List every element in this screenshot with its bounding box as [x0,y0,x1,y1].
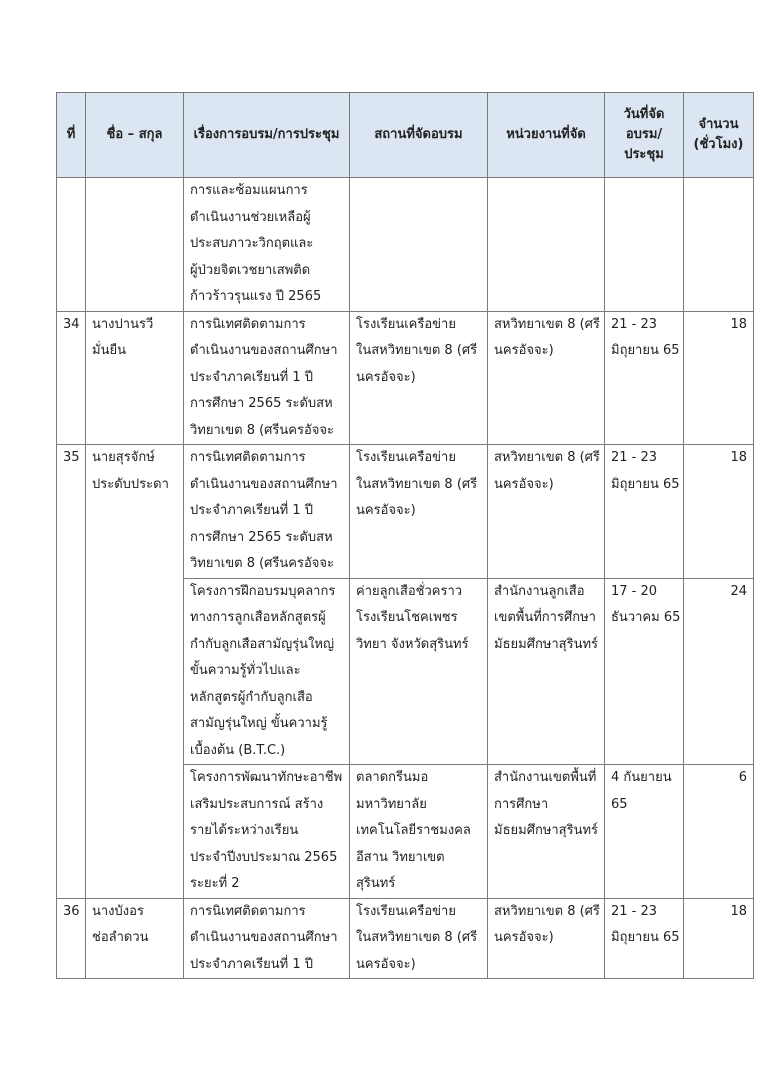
cell-date-line: ธันวาคม 65 [611,610,681,625]
cell-no [57,178,86,312]
header-no: ที่ [57,93,86,178]
cell-venue [350,578,488,765]
cell-venue-line: โรงเรียนเครือข่าย [356,903,456,919]
cell-organizer-line: นครอัจจะ) [494,476,554,492]
cell-venue-line: โรงเรียนโชคเพชร [356,610,458,625]
cell-date [605,765,684,899]
cell-organizer [488,445,605,579]
cell-topic-line: ทางการลูกเสือหลักสูตรผู้ [190,610,326,625]
cell-venue-line: ในสหวิทยาเขต 8 (ศรี [356,343,478,358]
cell-venue-line: เทคโนโลยีราชมงคล [356,823,471,838]
cell-date-line: มิถุยายน 65 [611,930,680,945]
cell-topic-line: การนิเทศติดตามการ [190,450,306,465]
header-date-line: อบรม/ [625,127,663,142]
cell-topic-line: การศึกษา 2565 ระดับสห [190,396,333,411]
cell-hours: 18 [684,898,754,979]
cell-name-line: นางปานรวี [92,316,154,332]
cell-date [605,578,684,765]
cell-organizer-line: นครอัจจะ) [494,930,554,945]
cell-name-line: ช่อลำดวน [92,930,149,945]
cell-name [86,445,184,899]
cell-venue-line: อีสาน วิทยาเขต [356,849,445,865]
table-row-continuation [57,178,754,312]
cell-organizer-line: การศึกษา [494,796,549,812]
cell-topic-line: รายได้ระหว่างเรียน [190,823,299,838]
cell-topic-line: ก้าวร้าวรุนแรง ปี 2565 [190,289,322,304]
cell-date [605,311,684,445]
cell-venue [350,765,488,899]
cell-venue-line: โรงเรียนเครือข่าย [356,450,456,465]
cell-date-line: มิถุยายน 65 [611,476,680,492]
cell-date-line: มิถุยายน 65 [611,343,680,358]
header-organizer: หน่วยงานที่จัด [488,93,605,178]
cell-organizer [488,311,605,445]
header-hours-line: (ชั่วโมง) [693,137,744,152]
cell-hours [684,178,754,312]
cell-venue [350,311,488,445]
cell-venue-line: วิทยา จังหวัดสุรินทร์ [356,636,469,652]
cell-topic-line: หลักสูตรผู้กำกับลูกเสือ [190,689,313,705]
cell-topic-line: วิทยาเขต 8 (ศรีนครอัจจะ [190,556,334,571]
header-date-line: ประชุม [624,147,664,162]
cell-hours: 18 [684,445,754,579]
cell-organizer-line: สำนักงานลูกเสือ [494,583,585,599]
cell-date-line: 17 - 20 [611,583,658,599]
cell-venue [350,445,488,579]
cell-topic [184,898,350,979]
cell-no: 36 [57,898,86,979]
cell-topic-line: ระยะที่ 2 [190,876,240,891]
cell-topic-line: การและซ้อมแผนการ [190,183,308,198]
table-row [57,898,754,979]
cell-name-line: ประดับประดา [92,476,169,492]
cell-date [605,445,684,579]
cell-topic-line: การนิเทศติดตามการ [190,903,306,919]
cell-organizer-line: มัธยมศึกษาสุรินทร์ [494,636,599,652]
cell-topic-line: ดำเนินงานของสถานศึกษา [190,476,338,492]
cell-topic-line: กำกับลูกเสือสามัญรุ่นใหญ่ [190,636,335,652]
cell-hours: 18 [684,311,754,445]
cell-topic-line: สามัญรุ่นใหญ่ ขั้นความรู้ [190,716,328,731]
header-name: ชื่อ – สกุล [86,93,184,178]
cell-topic-line: การศึกษา 2565 ระดับสห [190,529,333,545]
cell-venue [350,178,488,312]
cell-topic-line: ดำเนินงานของสถานศึกษา [190,930,338,945]
cell-topic [184,765,350,899]
cell-venue-line: นครอัจจะ) [356,503,416,518]
cell-organizer [488,765,605,899]
cell-topic [184,578,350,765]
cell-no: 35 [57,445,86,899]
cell-topic-line: ประจำภาคเรียนที่ 1 ปี [190,503,313,518]
cell-name-line: มั่นยืน [92,343,126,358]
table-row [57,445,754,579]
cell-topic-line: ดำเนินงานช่วยเหลือผู้ [190,209,311,225]
cell-name-line: นายสุรจักษ์ [92,450,155,465]
cell-no: 34 [57,311,86,445]
cell-date [605,178,684,312]
cell-organizer-line: สหวิทยาเขต 8 (ศรี [494,316,600,332]
header-hours-line: จำนวน [698,117,739,132]
cell-hours: 24 [684,578,754,765]
cell-topic-line: ประจำภาคเรียนที่ 1 ปี [190,369,313,385]
cell-venue-line: นครอัจจะ) [356,369,416,385]
cell-topic-line: ประจำภาคเรียนที่ 1 ปี [190,956,313,972]
cell-date-line: 65 [611,796,628,812]
header-date [605,93,684,178]
cell-date-line: 21 - 23 [611,450,658,465]
cell-venue-line: มหาวิทยาลัย [356,796,427,812]
cell-date-line: 4 กันยายน [611,770,672,785]
header-date-line: วันที่จัด [623,107,665,122]
cell-venue-line: ตลาดกรีนมอ [356,770,429,785]
cell-name [86,898,184,979]
cell-hours: 6 [684,765,754,899]
cell-topic-line: ประจำปีงบประมาณ 2565 [190,849,338,865]
header-venue: สถานที่จัดอบรม [350,93,488,178]
cell-organizer-line: มัธยมศึกษาสุรินทร์ [494,823,599,838]
table-header [57,93,754,178]
cell-topic [184,445,350,579]
cell-topic-line: โครงการฝึกอบรมบุคลากร [190,583,336,599]
cell-name [86,311,184,445]
header-topic: เรื่องการอบรม/การประชุม [184,93,350,178]
cell-topic-line: ขั้นความรู้ทั่วไปและ [190,663,301,678]
cell-organizer-line: เขตพื้นที่การศึกษา [494,610,596,625]
header-hours [684,93,754,178]
cell-name-line: นางบังอร [92,903,144,919]
table-row [57,311,754,445]
cell-venue-line: สุรินทร์ [356,876,396,891]
cell-topic-line: เสริมประสบการณ์ สร้าง [190,796,324,812]
cell-organizer [488,898,605,979]
cell-organizer [488,578,605,765]
training-table [56,92,754,979]
cell-venue-line: ค่ายลูกเสือชั่วคราว [356,583,463,599]
cell-organizer-line: นครอัจจะ) [494,343,554,358]
cell-date-line: 21 - 23 [611,903,658,919]
cell-venue-line: ในสหวิทยาเขต 8 (ศรี [356,930,478,945]
cell-topic [184,178,350,312]
cell-date [605,898,684,979]
cell-organizer [488,178,605,312]
cell-organizer-line: สหวิทยาเขต 8 (ศรี [494,903,600,919]
cell-topic-line: โครงการพัฒนาทักษะอาชีพ [190,770,343,785]
cell-venue-line: นครอัจจะ) [356,956,416,972]
cell-topic-line: ประสบภาวะวิกฤตและ [190,236,314,251]
cell-topic [184,311,350,445]
table-body [57,178,754,979]
cell-name [86,178,184,312]
cell-venue [350,898,488,979]
cell-topic-line: ดำเนินงานของสถานศึกษา [190,343,338,358]
cell-organizer-line: สำนักงานเขตพื้นที่ [494,770,597,785]
cell-venue-line: โรงเรียนเครือข่าย [356,316,456,332]
cell-topic-line: ผู้ป่วยจิตเวชยาเสพติด [190,262,311,278]
cell-organizer-line: สหวิทยาเขต 8 (ศรี [494,450,600,465]
cell-topic-line: เบื้องต้น (B.T.C.) [190,742,286,758]
cell-venue-line: ในสหวิทยาเขต 8 (ศรี [356,476,478,492]
cell-topic-line: การนิเทศติดตามการ [190,316,306,332]
cell-date-line: 21 - 23 [611,316,658,332]
cell-topic-line: วิทยาเขต 8 (ศรีนครอัจจะ [190,422,334,438]
